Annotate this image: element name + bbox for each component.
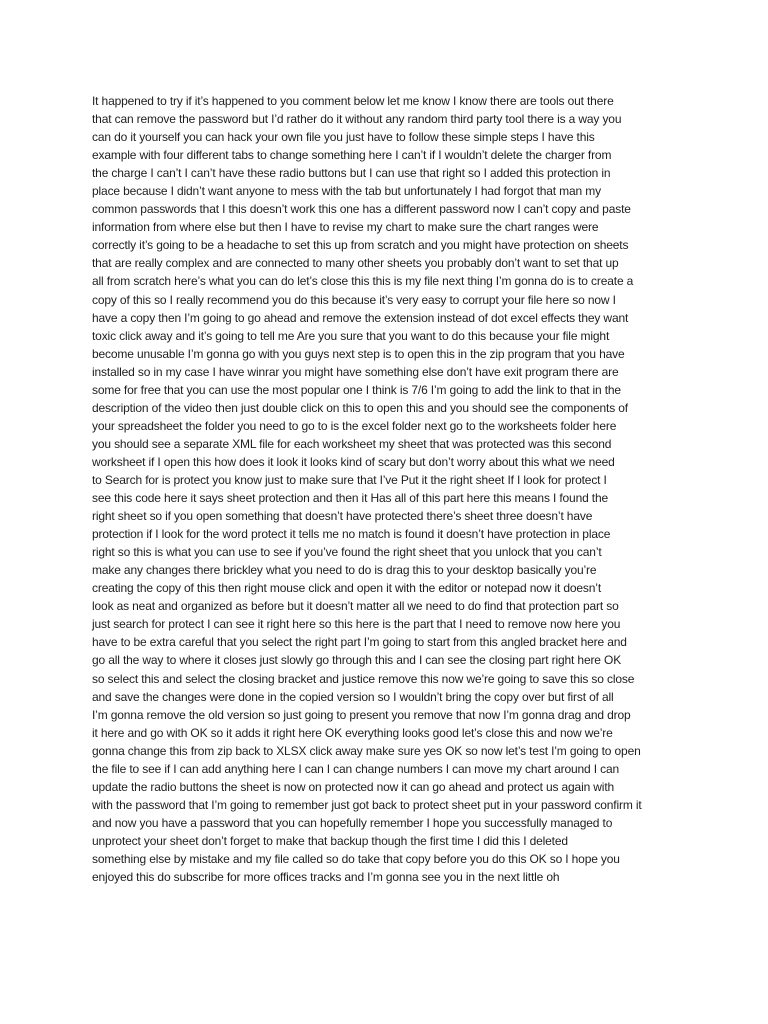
text-line: your spreadsheet the folder you need to go to is the excel folder next go to the worksheets folder here	[92, 418, 617, 433]
text-line: protection if I look for the word protect it tells me no match is found it doesn’t have protection in place	[92, 527, 611, 542]
text-line: and save the changes were done in the copied version so I wouldn’t bring the copy over but first of all	[92, 689, 614, 704]
document-body-text	[92, 92, 692, 886]
text-line: description of the video then just double click on this to open this and you should see the components of	[92, 400, 628, 415]
text-line: it here and go with OK so it adds it right here OK everything looks good let’s close this and now we’re	[92, 725, 613, 740]
text-line: creating the copy of this then right mouse click and open it with the editor or notepad now it doesn’t	[92, 581, 602, 596]
text-line: to Search for is protect you know just to make sure that I’ve Put it the right sheet If I look for protect I	[92, 472, 607, 487]
text-line: have a copy then I’m going to go ahead and remove the extension instead of dot excel effects they want	[92, 310, 629, 325]
text-line: common passwords that I this doesn’t work this one has a different password now I can’t copy and paste	[92, 202, 631, 217]
text-line: see this code here it says sheet protection and then it Has all of this part here this means I found the	[92, 491, 609, 506]
text-line: something else by mistake and my file called so do take that copy before you do this OK so I hope you	[92, 851, 620, 866]
text-line: example with four different tabs to change something here I can’t if I wouldn’t delete the charger from	[92, 148, 612, 163]
text-line: It happened to try if it’s happened to you comment below let me know I know there are tools out there	[92, 94, 614, 108]
text-line: copy of this so I really recommend you do this because it’s very easy to corrupt your file here so now I	[92, 292, 616, 307]
text-line: become unusable I’m gonna go with you guys next step is to open this in the zip program that you have	[92, 346, 625, 361]
text-line: make any changes there brickley what you need to do is drag this to your desktop basically you’re	[92, 563, 597, 578]
text-line: unprotect your sheet don’t forget to make that backup though the first time I did this I deleted	[92, 833, 568, 848]
text-line: with the password that I’m going to remember just got back to protect sheet put in your password confirm it	[92, 797, 642, 812]
text-line: right sheet so if you open something that doesn’t have protected there’s sheet three doesn’t have	[92, 509, 593, 524]
text-line: that can remove the password but I’d rather do it without any random third party tool there is a way you	[92, 112, 622, 127]
text-line: and now you have a password that you can hopefully remember I hope you successfully managed to	[92, 815, 613, 830]
text-line: the charge I can’t I can’t have these radio buttons but I can use that right so I added this protection in	[92, 166, 611, 181]
text-line: you should see a separate XML file for each worksheet my sheet that was protected was this second	[92, 436, 612, 451]
text-line: right so this is what you can use to see if you’ve found the right sheet that you unlock that you can’t	[92, 545, 602, 560]
text-line: installed so in my case I have winrar you might have something else don’t have exit program there are	[92, 364, 619, 379]
text-line: so select this and select the closing bracket and justice remove this now we’re going to save this so close	[92, 671, 635, 686]
text-line: information from where else but then I have to revise my chart to make sure the chart ranges were	[92, 220, 599, 235]
text-line: some for free that you can use the most popular one I think is 7/6 I’m going to add the link to that in the	[92, 382, 621, 397]
text-line: just search for protect I can see it right here so this here is the part that I need to remove now here you	[92, 617, 621, 632]
text-line: toxic click away and it’s going to tell me Are you sure that you want to do this because your file might	[92, 328, 610, 343]
text-line: update the radio buttons the sheet is now on protected now it can go ahead and protect us again with	[92, 779, 615, 794]
text-line: go all the way to where it closes just slowly go through this and I can see the closing part right here OK	[92, 653, 622, 668]
text-line: correctly it’s going to be a headache to set this up from scratch and you might have protection on sheets	[92, 238, 629, 253]
text-line: enjoyed this do subscribe for more offices tracks and I’m gonna see you in the next little oh	[92, 870, 560, 885]
text-line: all from scratch here’s what you can do let’s close this this is my file next thing I’m gonna do is to create a	[92, 274, 634, 289]
text-line: have to be extra careful that you select the right part I’m going to start from this angled bracket here and	[92, 635, 627, 650]
text-line: I’m gonna remove the old version so just going to present you remove that now I’m gonna drag and drop	[92, 707, 631, 722]
text-line: that are really complex and are connected to many other sheets you probably don’t want to set that up	[92, 256, 619, 271]
text-line: gonna change this from zip back to XLSX click away make sure yes OK so now let’s test I’m going to open	[92, 743, 641, 758]
text-line: look as neat and organized as before but it doesn’t matter all we need to do find that protection part so	[92, 599, 619, 614]
text-line: worksheet if I open this how does it look it looks kind of scary but don’t worry about this what we need	[92, 454, 615, 469]
text-line: place because I didn’t want anyone to mess with the tab but unfortunately I had forgot that man my	[92, 184, 601, 199]
text-line: the file to see if I can add anything here I can I can change numbers I can move my chart around I can	[92, 761, 620, 776]
text-line: can do it yourself you can hack your own file you just have to follow these simple steps I have this	[92, 130, 595, 145]
